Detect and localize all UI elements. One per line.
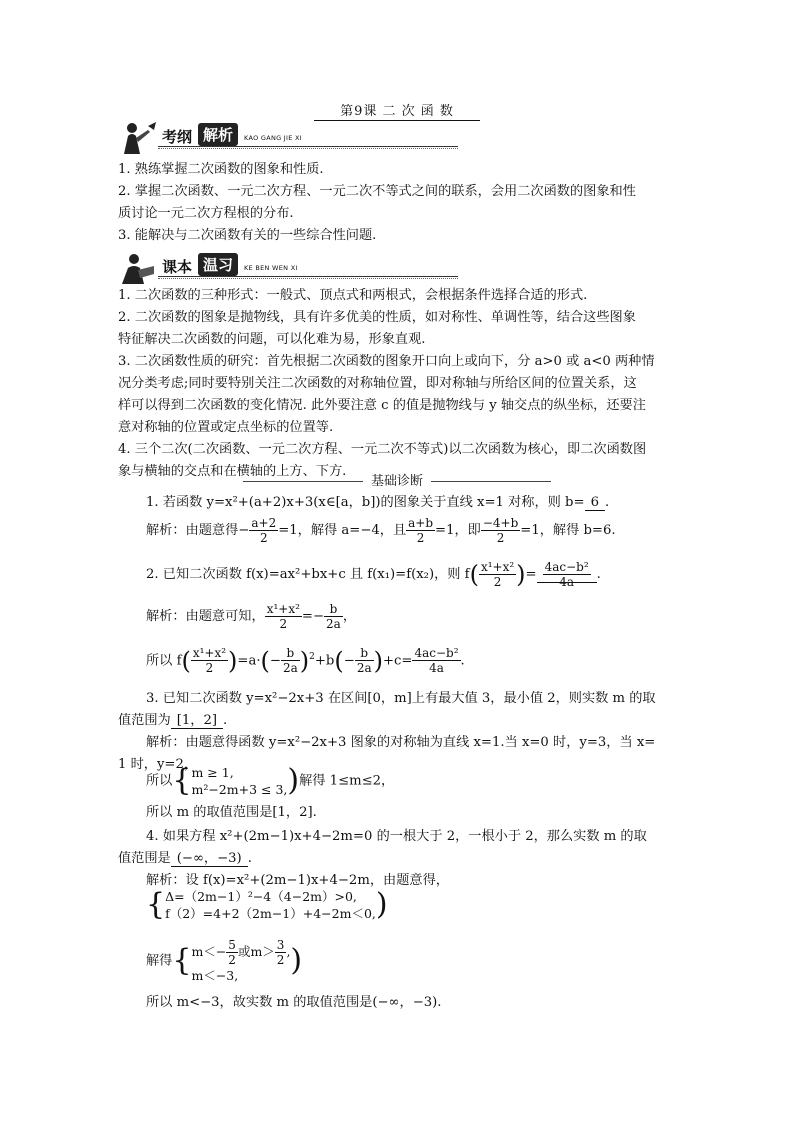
outline-list [118,159,678,247]
student-figure-icon [118,120,158,156]
outline-item: 2. 掌握二次函数、一元二次方程、一元二次不等式之间的联系，会用二次函数的图象和性 [118,184,636,199]
solution-3-system: 所以{ m ≥ 1, m²−2m+3 ≤ 3, )解得 1≤m≤2， [146,763,395,798]
solution-4-result: 解得{ m＜− $\frac{5}{2}$ 或m＞ $\frac{3}{2}$ , m＜−3, ) [146,938,303,983]
question-1: 1. 若函数 y=x²+(a+2)x+3(x∈[a，b])的图象关于直线 x=1 对称，则 b= 6 . [146,495,610,510]
question-3: 3. 已知二次函数 y=x²−2x+3 在区间[0，m]上有最大值 3，最小值 2，则实数 m 的取 [146,691,656,706]
lesson-title: 第9课 二 次 函 数 [0,100,794,119]
solution-4-conclusion: 所以 m<−3，故实数 m 的取值范围是(−∞，−3). [146,995,442,1010]
outline-item: 质讨论一元二次方程根的分布. [118,206,294,221]
review-item: 象与横轴的交点和在横轴的上方、下方. [118,464,347,479]
reading-figure-icon [118,250,158,286]
banner-label: 课本 [162,258,193,276]
banner-label: 考纲 [162,128,193,146]
solution-2a: 解析：由题意可知， $\frac{\text{x¹+x²}}{2}$ =− $\frac{b}{2a}$ ， [146,602,356,631]
banner-label-highlight: 解析 [198,123,238,146]
section-heading: 基础诊断 [0,470,794,489]
review-item: 特征解决二次函数的问题，可以化难为易，形象直观. [118,332,426,347]
question-4-cont: 值范围是 (−∞，−3) . [118,851,252,866]
review-item: 况分类考虑;同时要特别关注二次函数的对称轴位置，即对称轴与所给区间的位置关系，这 [118,376,637,391]
review-list [118,285,678,483]
solution-2b: 所以 f( $\frac{\text{x¹+x²}}{2}$ )=a·(− $\frac{b}{2a}$ )$^2$+b(− $\frac{b}{2a}$ )+c= $\frac{\text{4ac−b²}}{4a}$ . [146,646,465,676]
answer-blank: [1，2] [171,713,223,729]
outline-item: 1. 熟练掌握二次函数的图象和性质. [118,162,324,177]
banner-pinyin: KE BEN WEN XI [244,264,298,272]
review-item: 2. 二次函数的图象是抛物线，具有许多优美的性质，如对称性、单调性等，结合这些图象 [118,310,636,325]
review-item: 4. 三个二次(二次函数、一元二次方程、一元二次不等式)以二次函数为核心，即二次函数图 [118,442,647,457]
solution-3a: 解析：由题意得函数 y=x²−2x+3 图象的对称轴为直线 x=1.当 x=0 时，y=3，当 x= [146,735,656,750]
solution-4a: 解析：设 f(x)=x²+(2m−1)x+4−2m，由题意得， [146,873,449,888]
review-item: 3. 二次函数性质的研究：首先根据二次函数的图象开口向上或向下，分 a>0 或 a<0 两种情 [118,354,655,369]
answer-blank: (−∞，−3) [171,851,248,867]
review-item: 样可以得到二次函数的变化情况. 此外要注意 c 的值是抛物线与 y 轴交点的纵坐标，还要注 [118,398,646,413]
solution-4-system: { Δ=（2m−1）²−4（4−2m）>0, f（2）=4+2（2m−1）+4−2m＜0, ) [146,887,388,922]
outline-banner [118,120,458,156]
question-2: 2. 已知二次函数 f(x)=ax²+bx+c 且 f(x₁)=f(x₂)，则 f( $\frac{\text{x¹+x²}}{2}$ )= $\frac{\text{4ac−b²}}{4a}$ . [146,560,601,589]
outline-item: 3. 能解决与二次函数有关的一些综合性问题. [118,228,377,243]
banner-pinyin: KAO GANG JIE XI [244,134,302,142]
answer-blank: 6 [585,495,605,511]
solution-3-conclusion: 所以 m 的取值范围是[1，2]. [146,805,317,820]
question-4: 4. 如果方程 x²+(2m−1)x+4−2m=0 的一根大于 2，一根小于 2，那么实数 m 的取 [146,829,647,844]
review-item: 1. 二次函数的三种形式：一般式、顶点式和两根式，会根据条件选择合适的形式. [118,288,588,303]
review-item: 意对称轴的位置或定点坐标的位置等. [118,420,334,435]
question-3-cont: 值范围为 [1，2] . [118,713,228,728]
solution-3b: 1 时，y=2， [118,757,198,772]
solution-1: 解析：由题意得− $\frac{a+2}{2}$ =1，解得 a=−4，且 $\frac{a+b}{2}$ =1，即 $\frac{-4+b}{2}$ =1，解得 b=6. [146,516,616,545]
review-banner [118,250,458,286]
banner-label-highlight: 温习 [198,253,238,276]
